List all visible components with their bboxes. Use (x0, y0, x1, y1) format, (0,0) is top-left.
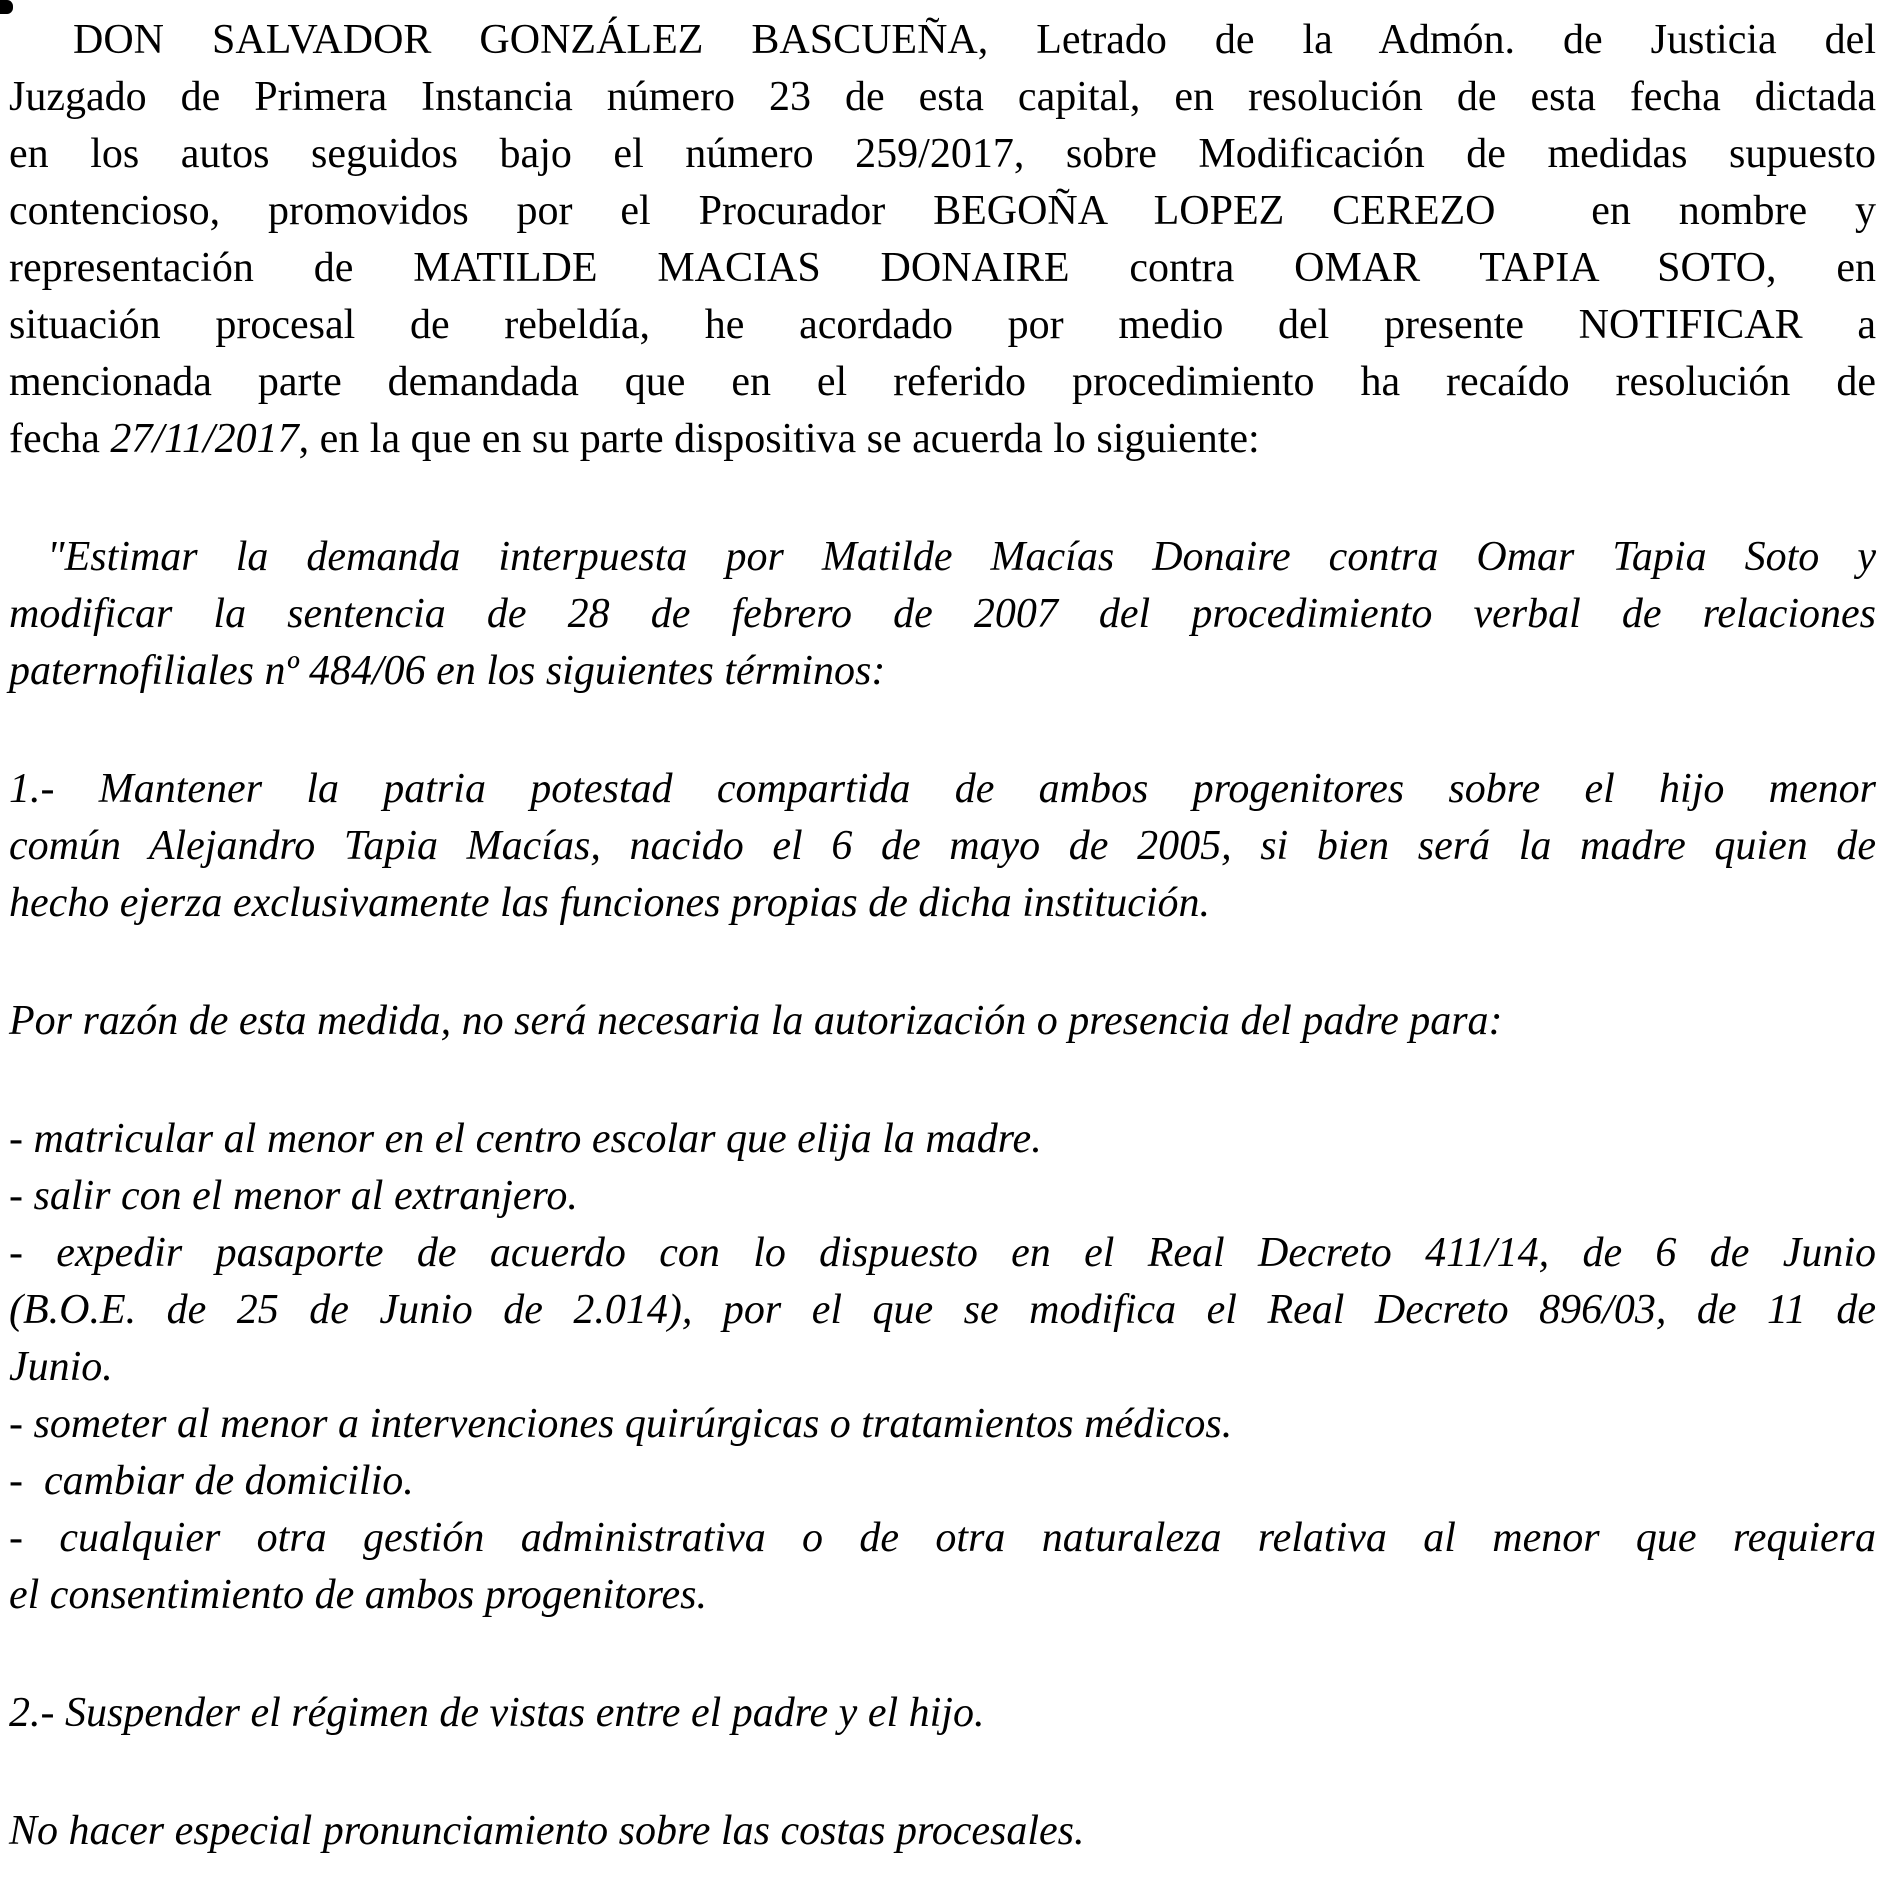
intro-line: representación de MATILDE MACIAS DONAIRE contra OMAR TAPIA SOTO, en (9, 245, 1876, 291)
intro-date-suffix: , en la que en su parte dispositiva se acuerda lo siguiente: (298, 416, 1260, 462)
intro-line: contencioso, promovidos por el Procurador BEGOÑA LOPEZ CEREZO en nombre y (9, 188, 1876, 234)
measures-intro-line: Por razón de esta medida, no será necesaria la autorización o presencia del padre para: (9, 998, 1503, 1044)
measure-item-line: (B.O.E. de 25 de Junio de 2.014), por el que se modifica el Real Decreto 896/03, de 11 de (9, 1287, 1876, 1333)
intro-paragraph (9, 12, 1876, 468)
ruling-point-2-line: 2.- Suspender el régimen de vistas entre el padre y el hijo. (9, 1690, 985, 1736)
measure-item: - cambiar de domicilio. (9, 1458, 414, 1504)
ruling-opening-paragraph (9, 529, 1876, 700)
resolution-date: 27/11/2017 (110, 416, 299, 462)
ruling-opening-line: modificar la sentencia de 28 de febrero de 2007 del procedimiento verbal de relaciones (9, 591, 1876, 637)
measures-intro-paragraph (9, 993, 1876, 1050)
measure-item-line: - cualquier otra gestión administrativa o de otra naturaleza relativa al menor que requiera (9, 1515, 1876, 1561)
intro-line: mencionada parte demandada que en el referido procedimiento ha recaído resolución de (9, 359, 1876, 405)
intro-line-final (9, 411, 1876, 468)
measure-item: - salir con el menor al extranjero. (9, 1173, 578, 1219)
measure-item: - matricular al menor en el centro escolar que elija la madre. (9, 1116, 1042, 1162)
intro-date-prefix: fecha (9, 416, 111, 462)
intro-line: Juzgado de Primera Instancia número 23 de esta capital, en resolución de esta fecha dictada (9, 74, 1876, 120)
measure-item: - someter al menor a intervenciones quirúrgicas o tratamientos médicos. (9, 1401, 1233, 1447)
scan-artifact-corner (0, 0, 13, 14)
intro-line: situación procesal de rebeldía, he acordado por medio del presente NOTIFICAR a (9, 302, 1876, 348)
costs-paragraph (9, 1803, 1876, 1860)
measure-item-line: Junio. (9, 1344, 113, 1390)
intro-line: en los autos seguidos bajo el número 259/2017, sobre Modificación de medidas supuesto (9, 131, 1876, 177)
ruling-point-1-line: común Alejandro Tapia Macías, nacido el 6 de mayo de 2005, si bien será la madre quien de (9, 823, 1876, 869)
measures-list (9, 1111, 1876, 1624)
ruling-opening-line: paternofiliales nº 484/06 en los siguientes términos: (9, 648, 886, 694)
ruling-point-1-line: hecho ejerza exclusivamente las funciones propias de dicha institución. (9, 880, 1211, 926)
measure-item-line: - expedir pasaporte de acuerdo con lo dispuesto en el Real Decreto 411/14, de 6 de Junio (9, 1230, 1876, 1276)
intro-line: DON SALVADOR GONZÁLEZ BASCUEÑA, Letrado de la Admón. de Justicia del (73, 17, 1876, 63)
ruling-point-2 (9, 1685, 1876, 1742)
measure-item-line: el consentimiento de ambos progenitores. (9, 1572, 707, 1618)
ruling-point-1 (9, 761, 1876, 932)
ruling-point-1-line: 1.- Mantener la patria potestad compartida de ambos progenitores sobre el hijo menor (9, 766, 1876, 812)
ruling-opening-line: "Estimar la demanda interpuesta por Matilde Macías Donaire contra Omar Tapia Soto y (47, 534, 1876, 580)
costs-line: No hacer especial pronunciamiento sobre las costas procesales. (9, 1808, 1085, 1854)
